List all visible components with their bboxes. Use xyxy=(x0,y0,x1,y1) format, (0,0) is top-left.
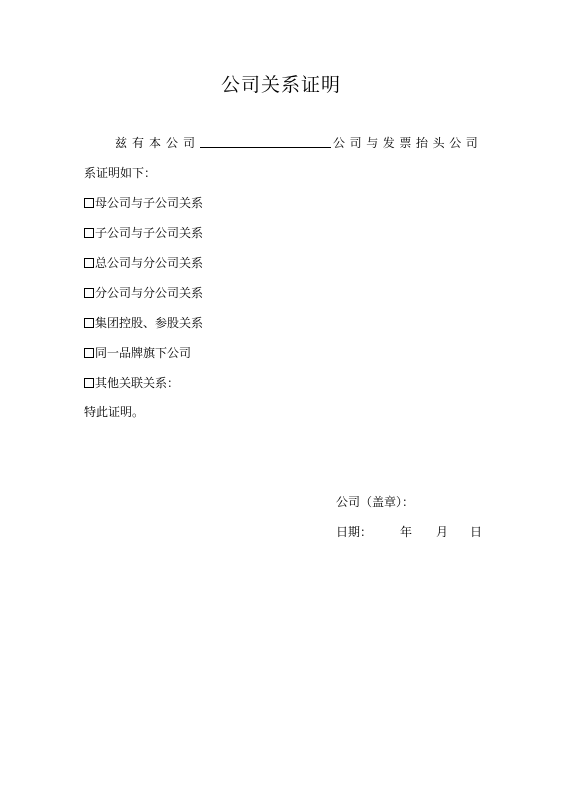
option-head-branch[interactable] xyxy=(84,254,203,284)
option-subsidiary-subsidiary[interactable] xyxy=(84,224,203,254)
company-name-blank[interactable] xyxy=(200,147,331,148)
year-label: 年 xyxy=(400,525,413,539)
checkbox-icon[interactable] xyxy=(84,348,94,358)
option-label: 其他关联关系： xyxy=(95,376,180,390)
relationship-options xyxy=(84,194,203,404)
intro-text-part2: 公司与发票抬头公司 xyxy=(333,136,483,150)
option-label: 同一品牌旗下公司 xyxy=(95,346,192,360)
option-same-brand[interactable] xyxy=(84,344,203,374)
checkbox-icon[interactable] xyxy=(84,318,94,328)
option-parent-subsidiary[interactable] xyxy=(84,194,203,224)
intro-text-continuation: 系证明如下： xyxy=(84,166,157,180)
option-label: 分公司与分公司关系 xyxy=(95,286,204,300)
option-label: 母公司与子公司关系 xyxy=(95,196,204,210)
option-branch-branch[interactable] xyxy=(84,284,203,314)
checkbox-icon[interactable] xyxy=(84,258,94,268)
checkbox-icon[interactable] xyxy=(84,378,94,388)
date-line xyxy=(336,523,486,541)
option-group-holding[interactable] xyxy=(84,314,203,344)
option-other-relation[interactable] xyxy=(84,374,203,404)
day-label: 日 xyxy=(470,525,483,539)
option-label: 子公司与子公司关系 xyxy=(95,226,204,240)
document-title: 公司关系证明 xyxy=(220,74,341,96)
date-label: 日期： xyxy=(336,525,373,539)
month-label: 月 xyxy=(436,525,449,539)
option-label: 总公司与分公司关系 xyxy=(95,256,204,270)
closing-statement: 特此证明。 xyxy=(84,405,145,419)
intro-line xyxy=(84,134,484,152)
checkbox-icon[interactable] xyxy=(84,198,94,208)
option-label: 集团控股、参股关系 xyxy=(95,316,204,330)
checkbox-icon[interactable] xyxy=(84,288,94,298)
company-seal-label: 公司（盖章）： xyxy=(336,495,415,509)
checkbox-icon[interactable] xyxy=(84,228,94,238)
intro-text-part1: 兹有本公司 xyxy=(115,136,201,150)
